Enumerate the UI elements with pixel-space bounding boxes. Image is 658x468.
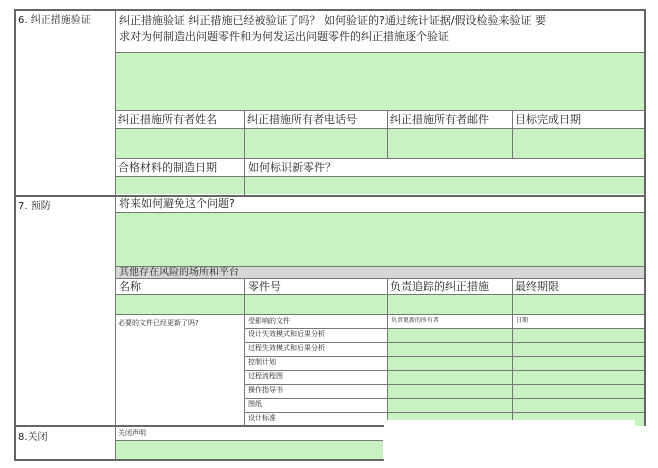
divider <box>387 278 388 426</box>
risk-name-header <box>119 280 141 293</box>
divider <box>245 356 645 357</box>
divider <box>244 110 245 196</box>
verification-answer-field[interactable] <box>115 52 645 110</box>
docs-updated-label: 必要的文件已经更新了吗? <box>118 319 199 327</box>
divider <box>115 294 645 295</box>
divider <box>245 412 645 413</box>
risk-part-no-field[interactable] <box>245 294 387 314</box>
prevention-answer-field[interactable] <box>115 212 645 266</box>
mfg-date-header-text: 合格材料的制造日期 <box>118 161 217 174</box>
document-name: 设计标准 <box>248 414 276 422</box>
update-owner-header <box>391 317 439 325</box>
docs-header-row <box>245 314 645 328</box>
section-8 <box>15 426 645 460</box>
section-6-label-cell <box>15 10 115 196</box>
owner-phone-header <box>247 113 387 126</box>
new-part-id-header-text: 如何标识新零件？ <box>248 161 336 174</box>
verification-question-cell <box>115 10 645 52</box>
divider <box>115 266 645 267</box>
blank-overlay-box <box>383 420 635 460</box>
new-part-id-header <box>248 161 336 174</box>
divider <box>115 278 645 279</box>
divider <box>512 110 513 158</box>
prevention-question-cell <box>115 196 645 212</box>
closing-statement-label: 关闭声明 <box>118 429 146 437</box>
section-6-label: 6. 纠正措施验证 <box>18 15 91 26</box>
section-6 <box>15 10 645 196</box>
table-top-border <box>14 9 646 11</box>
section-8-label-cell <box>15 426 115 460</box>
update-owner-header-text: 负责更新的所有者 <box>391 317 440 324</box>
table-bottom-border <box>14 459 384 461</box>
owner-email-header <box>390 113 512 126</box>
list-item <box>248 400 262 409</box>
divider <box>115 426 116 460</box>
list-item <box>248 330 325 339</box>
section-separator <box>14 195 646 197</box>
owner-email-field[interactable] <box>388 128 512 158</box>
risk-owner-field[interactable] <box>388 294 512 314</box>
risk-owner-header <box>390 280 511 293</box>
divider <box>244 278 245 426</box>
other-risk-title-cell <box>115 266 645 278</box>
owner-name-header-text: 纠正措施所有者姓名 <box>118 113 217 126</box>
affected-docs-header-text: 受影响的文件 <box>248 317 290 325</box>
owner-name-field[interactable] <box>115 128 244 158</box>
target-date-field[interactable] <box>513 128 645 158</box>
document-name: 过程失效模式和后果分析 <box>248 344 325 352</box>
section-7-label: 7. 预防 <box>18 201 51 212</box>
owner-phone-field[interactable] <box>245 128 387 158</box>
divider <box>115 128 645 129</box>
target-date-header <box>515 113 643 126</box>
risk-header-row <box>115 278 645 294</box>
document-name: 设计失效模式和后果分析 <box>248 330 325 338</box>
risk-deadline-field[interactable] <box>513 294 645 314</box>
update-date-header <box>516 317 528 325</box>
owner-email-header-text: 纠正措施所有者邮件 <box>390 113 489 126</box>
target-date-header-text: 目标完成日期 <box>515 113 581 126</box>
divider <box>245 398 645 399</box>
divider <box>245 384 645 385</box>
verification-question-line1: 纠正措施验证 纠正措施已经被验证了吗？ 如何验证的?通过统计证据/假设检验来验证 要 <box>119 14 547 27</box>
docs-updated-cell <box>115 314 244 426</box>
mfg-date-header <box>118 161 217 174</box>
update-date-header-text: 日期 <box>516 317 529 324</box>
divider <box>115 52 645 53</box>
divider <box>115 314 645 315</box>
document-name: 控制计划 <box>248 358 276 366</box>
divider <box>115 212 645 213</box>
prevention-question: 将来如何避免这个问题? <box>119 197 235 210</box>
divider <box>115 10 116 196</box>
affected-docs-header <box>248 317 290 326</box>
list-item <box>248 414 276 423</box>
list-item <box>248 372 283 381</box>
risk-owner-header-text: 负责追踪的纠正措施 <box>390 280 489 293</box>
divider <box>245 342 645 343</box>
risk-deadline-header-text: 最终期限 <box>515 280 559 293</box>
table-right-border <box>644 10 646 426</box>
verification-question-line2: 求对为何制造出问题零件和为何发运出问题零件的纠正措施逐个验证 <box>119 30 449 43</box>
owner-name-header <box>118 113 244 126</box>
risk-deadline-header <box>515 280 559 293</box>
section-8-label: 8.关闭 <box>18 432 48 443</box>
risk-name-field[interactable] <box>115 294 244 314</box>
table-left-border <box>14 10 16 460</box>
risk-part-no-header-text: 零件号 <box>248 280 281 293</box>
closing-statement-field[interactable] <box>115 440 385 460</box>
list-item <box>248 358 276 367</box>
document-name: 过程流程图 <box>248 372 283 380</box>
risk-name-header-text: 名称 <box>119 280 141 293</box>
document-name: 操作指导书 <box>248 386 283 394</box>
other-risk-title: 其他存在风险的场所和平台 <box>119 267 239 278</box>
new-part-id-field[interactable] <box>245 176 645 194</box>
divider <box>115 176 645 177</box>
divider <box>115 158 645 159</box>
list-item <box>248 344 325 353</box>
document-name: 图纸 <box>248 400 262 408</box>
section-7 <box>15 196 645 426</box>
divider <box>115 196 116 426</box>
list-item <box>248 386 283 395</box>
divider <box>115 440 383 441</box>
mfg-date-field[interactable] <box>115 176 244 194</box>
divider <box>245 370 645 371</box>
divider <box>387 110 388 158</box>
divider <box>245 328 645 329</box>
closing-statement-header <box>115 426 385 440</box>
section-separator <box>14 425 384 427</box>
section-7-label-cell <box>15 196 115 426</box>
owner-phone-header-text: 纠正措施所有者电话号 <box>247 113 357 126</box>
divider <box>115 110 645 111</box>
risk-part-no-header <box>248 280 281 293</box>
divider <box>512 278 513 426</box>
